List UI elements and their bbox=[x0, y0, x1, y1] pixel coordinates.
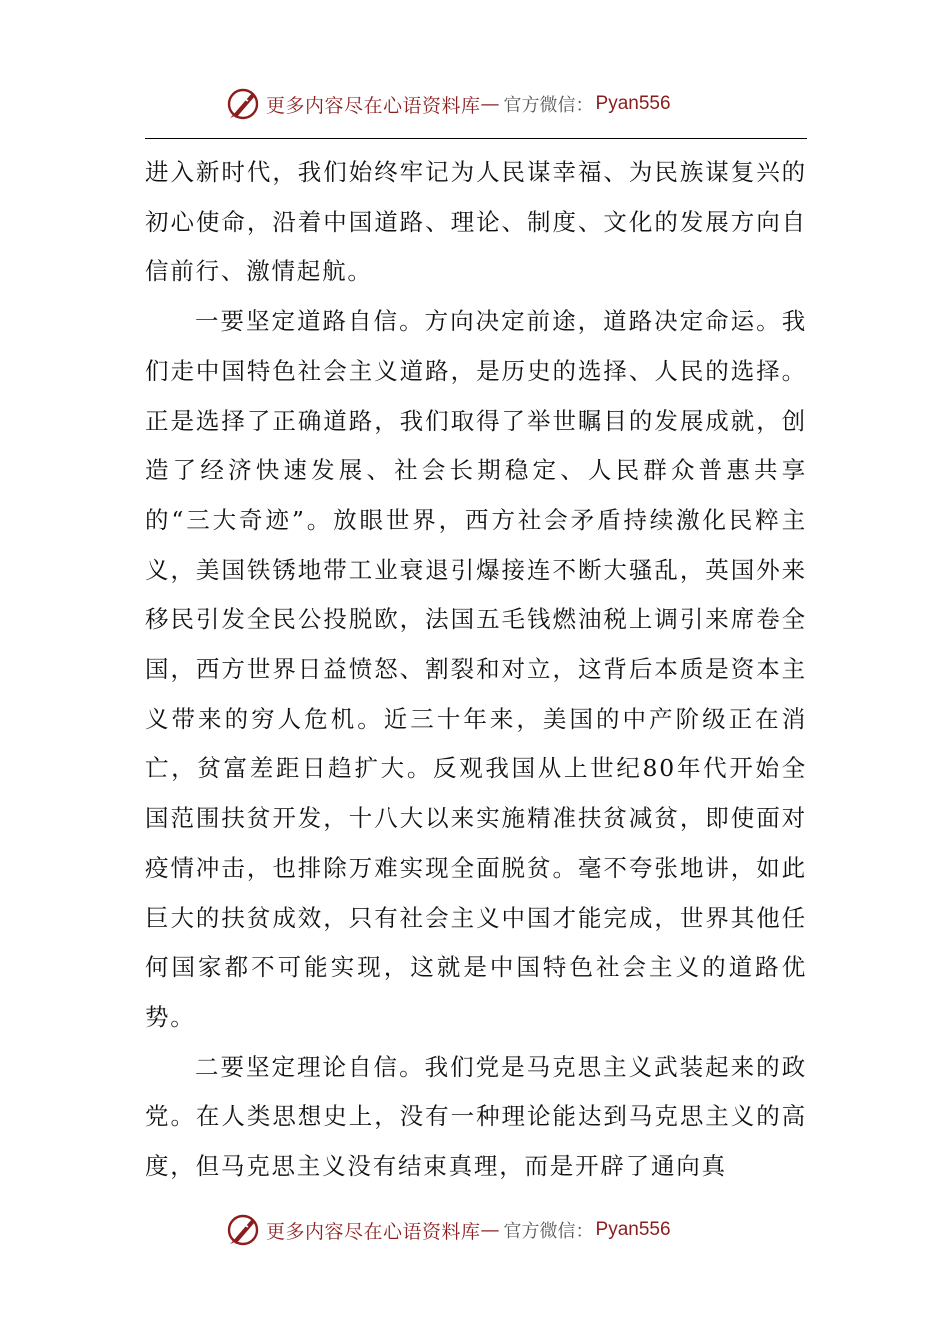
watermark-wechat-id: Pyan556 bbox=[595, 1219, 671, 1240]
document-body bbox=[145, 148, 807, 1192]
watermark-wechat-id: Pyan556 bbox=[595, 93, 671, 114]
pen-logo-icon bbox=[226, 1213, 260, 1247]
watermark-separator: — bbox=[480, 1219, 500, 1241]
watermark-separator: — bbox=[480, 93, 500, 115]
header-watermark bbox=[226, 84, 746, 124]
header-rule bbox=[145, 138, 807, 139]
paragraph-2: 一要坚定道路自信。方向决定前途，道路决定命运。我们走中国特色社会主义道路，是历史的选择、人民的选择。正是选择了正确道路，我们取得了举世瞩目的发展成就，创造了经济快速发展、社会长期稳定、人民群众普惠共享的“三大奇迹”。放眼世界，西方社会矛盾持续激化民粹主义，美国铁锈地带工业衰退引爆接连不断大骚乱，英国外来移民引发全民公投脱欧，法国五毛钱燃油税上调引来席卷全国，西方世界日益愤怒、割裂和对立，这背后本质是资本主义带来的穷人危机。近三十年来，美国的中产阶级正在消亡，贫富差距日趋扩大。反观我国从上世纪80年代开始全国范围扶贫开发，十八大以来实施精准扶贫减贫，即使面对疫情冲击，也排除万难实现全面脱贫。毫不夸张地讲，如此巨大的扶贫成效，只有社会主义中国才能完成，世界其他任何国家都不可能实现，这就是中国特色社会主义的道路优势。 bbox=[145, 307, 807, 1031]
watermark-label: 官方微信： bbox=[503, 95, 594, 116]
watermark-label: 官方微信： bbox=[503, 1221, 594, 1242]
watermark-text: 更多内容尽在心语资料库 bbox=[266, 94, 481, 117]
paragraph-3: 二要坚定理论自信。我们党是马克思主义武装起来的政党。在人类思想史上，没有一种理论能达到马克思主义的高度，但马克思主义没有结束真理，而是开辟了通向真 bbox=[145, 1052, 807, 1181]
pen-logo-icon bbox=[226, 87, 260, 121]
paragraph-1: 进入新时代，我们始终牢记为人民谋幸福、为民族谋复兴的初心使命，沿着中国道路、理论、制度、文化的发展方向自信前行、激情起航。 bbox=[145, 158, 807, 286]
footer-watermark bbox=[226, 1210, 746, 1250]
watermark-text: 更多内容尽在心语资料库 bbox=[266, 1220, 481, 1243]
